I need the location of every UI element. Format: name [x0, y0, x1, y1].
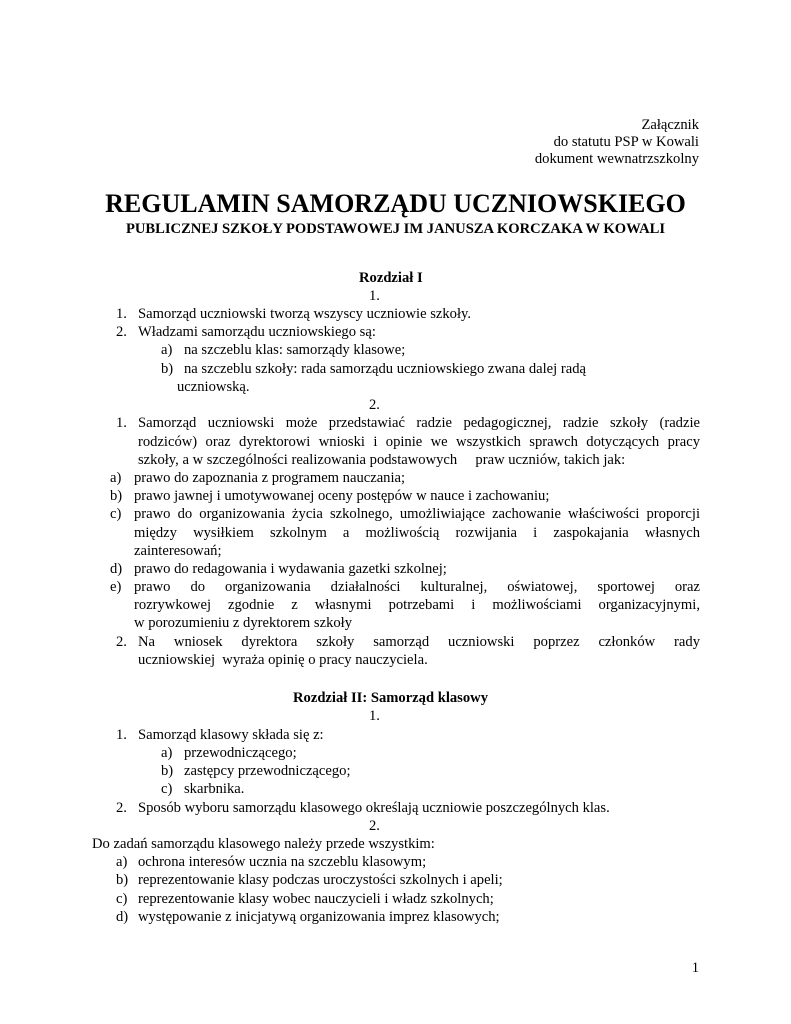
list-item: prawo do redagowania i wydawania gazetki szkolnej; [134, 561, 447, 577]
section-number: 2. [369, 397, 380, 413]
header-line-2: do statutu PSP w Kowali [553, 134, 699, 150]
list-label: a) [110, 470, 122, 486]
list-item: prawo do organizowania życia szkolnego, umożliwiające zachowanie właściwości proporcji [134, 506, 700, 522]
list-label: d) [110, 561, 123, 577]
document-title: REGULAMIN SAMORZĄDU UCZNIOWSKIEGO [105, 189, 686, 218]
list-label: d) [116, 909, 129, 925]
list-item: prawo do organizowania działalności kulturalnej, oświatowej, sportowej oraz [134, 579, 700, 595]
list-item: skarbnika. [184, 781, 245, 797]
section-number: 2. [369, 818, 380, 834]
list-label: e) [110, 579, 122, 595]
list-item: przewodniczącego; [184, 745, 297, 761]
paragraph-line: szkoły, a w szczególności realizowania podstawowych praw uczniów, takich jak: [138, 452, 626, 468]
list-label: a) [116, 854, 128, 870]
list-label: b) [110, 488, 123, 504]
section-number: 1. [369, 288, 380, 304]
list-item: na szczeblu klas: samorządy klasowe; [184, 342, 406, 358]
list-item: Władzami samorządu uczniowskiego są: [138, 324, 376, 340]
list-item: prawo jawnej i umotywowanej oceny postępów w nauce i zachowaniu; [134, 488, 550, 504]
header-line-1: Załącznik [641, 117, 699, 133]
list-label: c) [110, 506, 122, 522]
list-number: 2. [116, 634, 127, 650]
list-item: na szczeblu szkoły: rada samorządu uczniowskiego zwana dalej radą [184, 361, 586, 377]
list-item-continuation: w porozumieniu z dyrektorem szkoły [134, 615, 353, 631]
list-item: prawo do zapoznania z programem nauczania; [134, 470, 406, 486]
paragraph-line: rodziców) oraz dyrektorowi wnioski i opinie we wszystkich sprawch dotyczących pracy [138, 434, 700, 450]
list-item: Samorząd klasowy składa się z: [138, 727, 324, 743]
paragraph-line: Samorząd uczniowski może przedstawiać radzie pedagogicznej, radzie szkoły (radzie [138, 415, 700, 431]
list-item: reprezentowanie klasy podczas uroczystości szkolnych i apeli; [138, 872, 503, 888]
list-number: 1. [116, 727, 127, 743]
chapter-2-heading: Rozdział II: Samorząd klasowy [293, 690, 488, 706]
list-item-continuation: uczniowską. [177, 379, 250, 395]
list-item: Samorząd uczniowski tworzą wszyscy uczniowie szkoły. [138, 306, 471, 322]
page-number: 1 [691, 960, 699, 976]
list-label: a) [161, 342, 173, 358]
list-item: reprezentowanie klasy wobec nauczycieli i władz szkolnych; [138, 891, 494, 907]
list-item: ochrona interesów ucznia na szczeblu klasowym; [138, 854, 427, 870]
list-item: Sposób wyboru samorządu klasowego określają uczniowie poszczególnych klas. [138, 800, 610, 816]
section-number: 1. [369, 708, 380, 724]
paragraph-line: Na wniosek dyrektora szkoły samorząd uczniowski poprzez członków rady [138, 634, 700, 650]
list-label: b) [161, 361, 174, 377]
list-item-continuation: rozrywkowej zgodnie z własnymi potrzebami i możliwościami organizacyjnymi, [134, 597, 700, 613]
list-number: 1. [116, 415, 127, 431]
list-item-continuation: między wysiłkiem szkolnym a możliwością rozwijania i zaspokajania własnych [134, 525, 700, 541]
paragraph-line: uczniowskiej wyraża opinię o pracy nauczyciela. [138, 652, 428, 668]
list-item: zastępcy przewodniczącego; [184, 763, 351, 779]
list-label: c) [161, 781, 173, 797]
list-item: występowanie z inicjatywą organizowania imprez klasowych; [138, 909, 500, 925]
chapter-1-heading: Rozdział I [359, 270, 423, 286]
list-label: c) [116, 891, 128, 907]
list-item-continuation: zainteresowań; [134, 543, 222, 559]
document-subtitle: PUBLICZNEJ SZKOŁY PODSTAWOWEJ IM JANUSZA KORCZAKA W KOWALI [125, 221, 666, 237]
header-line-3: dokument wewnatrzszkolny [534, 151, 699, 167]
list-label: b) [161, 763, 174, 779]
list-label: a) [161, 745, 173, 761]
paragraph-line: Do zadań samorządu klasowego należy przede wszystkim: [92, 836, 435, 852]
list-number: 1. [116, 306, 127, 322]
list-number: 2. [116, 324, 127, 340]
list-number: 2. [116, 800, 127, 816]
list-label: b) [116, 872, 129, 888]
